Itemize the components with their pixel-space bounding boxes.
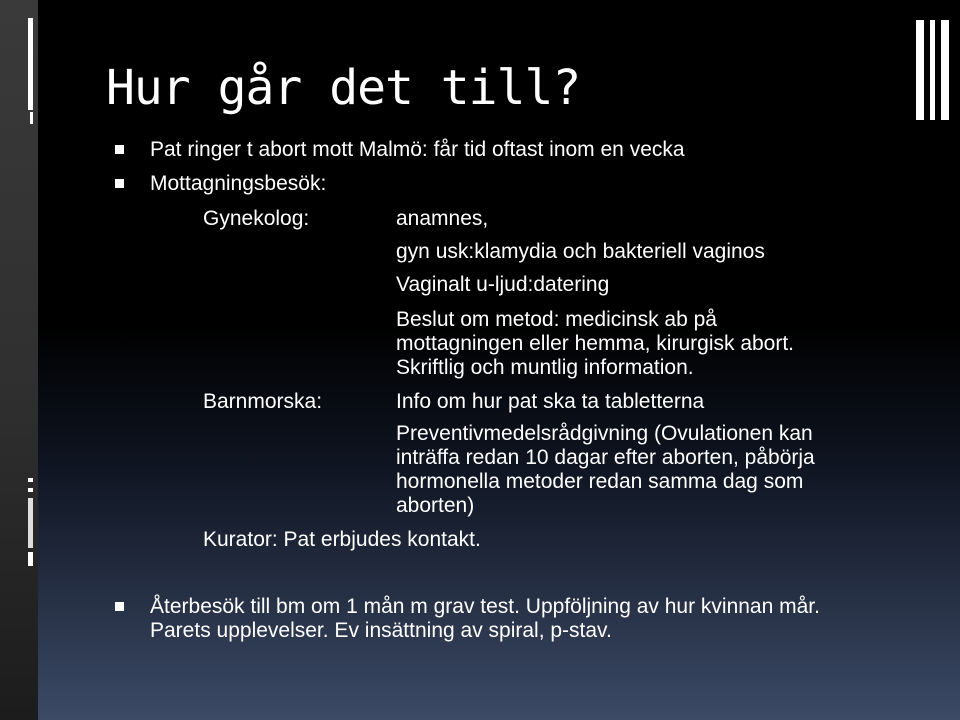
bullet-icon [115,145,124,154]
gynekolog-line: Vaginalt u-ljud:datering [396,273,610,296]
decorative-bar [28,18,33,110]
gynekolog-line: Skriftlig och muntlig information. [396,356,694,379]
gynekolog-line: gyn usk:klamydia och bakteriell vaginos [396,240,765,263]
bullet-text: Återbesök till bm om 1 mån m grav test. Uppföljning av hur kvinnan mår. [150,595,820,618]
bullet-text: Parets upplevelser. Ev insättning av spiral, p-stav. [150,619,612,642]
kurator-line: Kurator: Pat erbjudes kontakt. [203,528,481,551]
decorative-bar [916,20,924,120]
bullet-icon [115,179,124,188]
decorative-bar [30,112,33,124]
barnmorska-line: inträffa redan 10 dagar efter aborten, påbörja [396,446,815,469]
decorative-mark [28,478,33,482]
barnmorska-line: hormonella metoder redan samma dag som [396,470,804,493]
gynekolog-line: Beslut om metod: medicinsk ab på [396,308,717,331]
decorative-bar [28,498,33,548]
barnmorska-label: Barnmorska: [203,390,323,413]
decorative-bar [28,552,33,566]
slide-title: Hur går det till? [106,60,581,116]
gynekolog-line: anamnes, [396,207,489,230]
bullet-icon [115,602,124,611]
decorative-mark [28,488,33,492]
barnmorska-line: Info om hur pat ska ta tabletterna [396,390,705,413]
bullet-text: Pat ringer t abort mott Malmö: får tid oftast inom en vecka [150,138,685,161]
decorative-bar [930,20,935,120]
barnmorska-line: Preventivmedelsrådgivning (Ovulationen kan [396,422,813,445]
barnmorska-line: aborten) [396,494,475,517]
decorative-bar [941,20,949,120]
bullet-text: Mottagningsbesök: [150,172,327,195]
gynekolog-line: mottagningen eller hemma, kirurgisk abort. [396,332,795,355]
gynekolog-label: Gynekolog: [203,207,310,230]
